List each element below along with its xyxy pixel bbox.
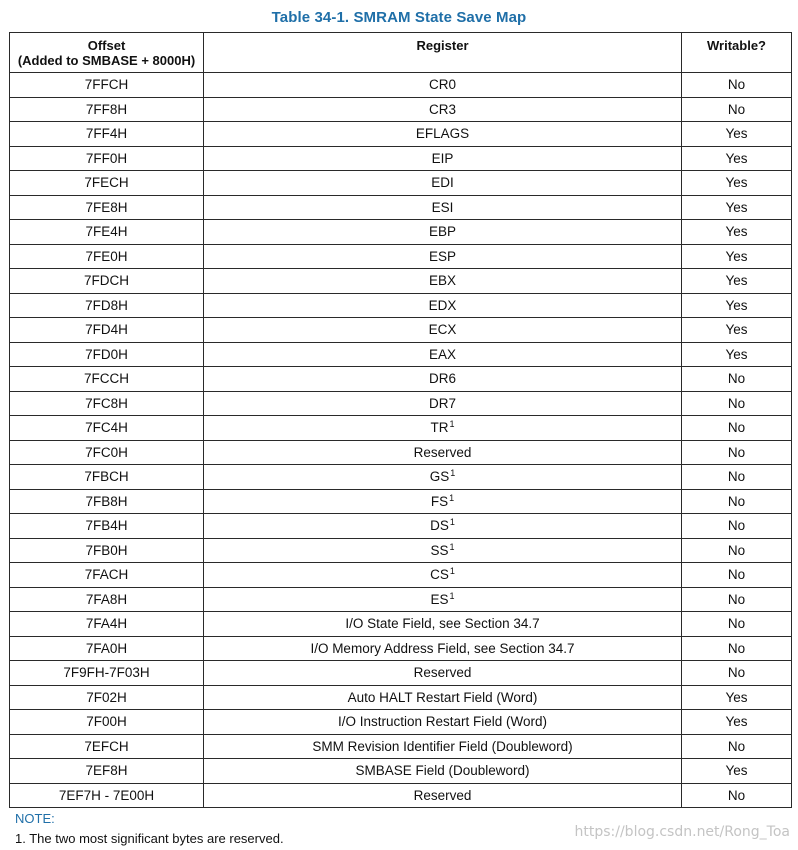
- writable-cell: No: [682, 587, 792, 612]
- register-name: DR7: [428, 395, 456, 411]
- offset-cell: 7FACH: [10, 563, 204, 588]
- writable-cell: Yes: [682, 146, 792, 171]
- offset-cell: 7FD8H: [10, 293, 204, 318]
- register-cell: [204, 783, 682, 808]
- register-cell: [204, 734, 682, 759]
- table-body: [10, 73, 792, 808]
- register-cell: [204, 489, 682, 514]
- offset-cell: 7FCCH: [10, 367, 204, 392]
- register-name: EFLAGS: [415, 126, 470, 142]
- register-name: I/O State Field, see Section 34.7: [345, 616, 540, 632]
- footnote-marker: 1: [450, 468, 456, 479]
- register-cell: [204, 318, 682, 343]
- register-name: Reserved: [413, 665, 472, 681]
- table-row: [10, 759, 792, 784]
- register-cell: [204, 171, 682, 196]
- offset-cell: 7FC0H: [10, 440, 204, 465]
- register-cell: [204, 612, 682, 637]
- writable-cell: No: [682, 783, 792, 808]
- register-name: EBX: [428, 273, 456, 289]
- offset-cell: 7FBCH: [10, 465, 204, 490]
- offset-cell: 7EF7H - 7E00H: [10, 783, 204, 808]
- register-cell: [204, 244, 682, 269]
- register-cell: [204, 587, 682, 612]
- table-row: [10, 734, 792, 759]
- offset-cell: 7FE8H: [10, 195, 204, 220]
- offset-cell: 7FA4H: [10, 612, 204, 637]
- register-cell: [204, 440, 682, 465]
- table-row: [10, 73, 792, 98]
- register-cell: [204, 146, 682, 171]
- table-row: [10, 97, 792, 122]
- smram-state-save-map-table: [9, 32, 792, 808]
- register-name: GS: [429, 469, 450, 485]
- register-name: EDI: [431, 175, 454, 191]
- register-name: SMM Revision Identifier Field (Doubleword): [312, 738, 573, 754]
- offset-cell: 7FB0H: [10, 538, 204, 563]
- note-label: NOTE:: [15, 811, 55, 826]
- register-name: DS: [430, 518, 449, 534]
- register-cell: [204, 122, 682, 147]
- offset-cell: 7FD0H: [10, 342, 204, 367]
- table-row: [10, 587, 792, 612]
- register-cell: [204, 391, 682, 416]
- writable-cell: No: [682, 563, 792, 588]
- offset-column-header: [10, 33, 204, 73]
- register-name: FS: [430, 493, 449, 509]
- writable-cell: Yes: [682, 759, 792, 784]
- register-cell: [204, 514, 682, 539]
- offset-cell: 7FE0H: [10, 244, 204, 269]
- table-row: [10, 489, 792, 514]
- table-row: [10, 710, 792, 735]
- offset-cell: 7FF8H: [10, 97, 204, 122]
- offset-cell: 7FDCH: [10, 269, 204, 294]
- register-cell: [204, 661, 682, 686]
- writable-cell: No: [682, 489, 792, 514]
- register-cell: [204, 563, 682, 588]
- table-row: [10, 122, 792, 147]
- register-name: Reserved: [413, 787, 472, 803]
- table-row: [10, 195, 792, 220]
- writable-cell: Yes: [682, 122, 792, 147]
- table-row: [10, 685, 792, 710]
- table-row: [10, 416, 792, 441]
- register-name: ECX: [428, 322, 457, 338]
- writable-cell: No: [682, 416, 792, 441]
- writable-cell: Yes: [682, 685, 792, 710]
- table-row: [10, 367, 792, 392]
- offset-cell: 7F02H: [10, 685, 204, 710]
- register-cell: [204, 195, 682, 220]
- writable-cell: No: [682, 612, 792, 637]
- table-row: [10, 171, 792, 196]
- table-row: [10, 636, 792, 661]
- register-cell: [204, 367, 682, 392]
- writable-cell: Yes: [682, 195, 792, 220]
- writable-cell: No: [682, 538, 792, 563]
- offset-cell: 7FECH: [10, 171, 204, 196]
- offset-cell: 7FFCH: [10, 73, 204, 98]
- offset-cell: 7FA0H: [10, 636, 204, 661]
- table-row: [10, 538, 792, 563]
- register-cell: [204, 73, 682, 98]
- offset-cell: 7FB4H: [10, 514, 204, 539]
- table-row: [10, 269, 792, 294]
- register-cell: [204, 710, 682, 735]
- register-name: I/O Memory Address Field, see Section 34.7: [310, 640, 575, 656]
- offset-header-label: Offset: [87, 37, 126, 53]
- register-name: TR: [430, 420, 449, 436]
- offset-cell: 7FC4H: [10, 416, 204, 441]
- writable-cell: Yes: [682, 293, 792, 318]
- register-cell: [204, 220, 682, 245]
- writable-cell: No: [682, 661, 792, 686]
- register-name: ES: [430, 591, 449, 607]
- watermark: https://blog.csdn.net/Rong_Toa: [574, 824, 790, 840]
- writable-cell: Yes: [682, 318, 792, 343]
- register-cell: [204, 293, 682, 318]
- table-row: [10, 244, 792, 269]
- register-name: ESI: [431, 199, 454, 215]
- table-row: [10, 563, 792, 588]
- register-name: CR3: [428, 101, 456, 117]
- footnote-marker: 1: [449, 590, 455, 601]
- writable-cell: No: [682, 73, 792, 98]
- offset-cell: 7FE4H: [10, 220, 204, 245]
- footnote-marker: 1: [449, 566, 455, 577]
- register-cell: [204, 685, 682, 710]
- table-row: [10, 293, 792, 318]
- offset-cell: 7EF8H: [10, 759, 204, 784]
- register-name: I/O Instruction Restart Field (Word): [337, 714, 548, 730]
- footnote-marker: 1: [449, 492, 455, 503]
- table-row: [10, 318, 792, 343]
- writable-cell: No: [682, 734, 792, 759]
- register-column-header: Register: [204, 33, 682, 73]
- writable-cell: Yes: [682, 342, 792, 367]
- offset-cell: 7EFCH: [10, 734, 204, 759]
- register-name: SMBASE Field (Doubleword): [355, 763, 530, 779]
- footnote-marker: 1: [449, 517, 455, 528]
- register-name: EAX: [428, 346, 456, 362]
- table-row: [10, 440, 792, 465]
- writable-cell: Yes: [682, 171, 792, 196]
- offset-cell: 7FA8H: [10, 587, 204, 612]
- offset-header-sublabel: (Added to SMBASE + 8000H): [17, 52, 196, 68]
- writable-cell: No: [682, 367, 792, 392]
- table-row: [10, 612, 792, 637]
- table-row: [10, 783, 792, 808]
- register-cell: [204, 538, 682, 563]
- register-name: CS: [430, 567, 449, 583]
- writable-cell: No: [682, 636, 792, 661]
- offset-cell: 7F00H: [10, 710, 204, 735]
- writable-cell: Yes: [682, 220, 792, 245]
- note-text: 1. The two most significant bytes are reserved.: [15, 831, 284, 846]
- writable-cell: No: [682, 391, 792, 416]
- writable-cell: No: [682, 465, 792, 490]
- register-cell: [204, 342, 682, 367]
- footnote-marker: 1: [449, 541, 455, 552]
- offset-cell: 7F9FH-7F03H: [10, 661, 204, 686]
- register-cell: [204, 416, 682, 441]
- table-row: [10, 220, 792, 245]
- register-name: DR6: [428, 371, 456, 387]
- writable-column-header: Writable?: [682, 33, 792, 73]
- register-cell: [204, 269, 682, 294]
- writable-cell: Yes: [682, 244, 792, 269]
- writable-cell: Yes: [682, 710, 792, 735]
- register-cell: [204, 759, 682, 784]
- writable-cell: No: [682, 440, 792, 465]
- register-name: CR0: [428, 77, 456, 93]
- register-name: EDX: [428, 297, 457, 313]
- table-row: [10, 514, 792, 539]
- table-title: Table 34-1. SMRAM State Save Map: [271, 9, 527, 26]
- offset-cell: 7FD4H: [10, 318, 204, 343]
- offset-cell: 7FF0H: [10, 146, 204, 171]
- register-name: EBP: [428, 224, 456, 240]
- writable-cell: No: [682, 97, 792, 122]
- table-row: [10, 661, 792, 686]
- register-cell: [204, 636, 682, 661]
- register-cell: [204, 97, 682, 122]
- offset-cell: 7FC8H: [10, 391, 204, 416]
- writable-cell: No: [682, 514, 792, 539]
- offset-cell: 7FB8H: [10, 489, 204, 514]
- register-name: ESP: [428, 248, 456, 264]
- table-row: [10, 391, 792, 416]
- table-header-row: [10, 33, 792, 73]
- table-row: [10, 342, 792, 367]
- writable-cell: Yes: [682, 269, 792, 294]
- footnote-marker: 1: [449, 419, 455, 430]
- register-name: Auto HALT Restart Field (Word): [347, 689, 538, 705]
- register-cell: [204, 465, 682, 490]
- table-row: [10, 146, 792, 171]
- register-name: Reserved: [413, 444, 472, 460]
- register-name: SS: [430, 542, 449, 558]
- offset-cell: 7FF4H: [10, 122, 204, 147]
- table-row: [10, 465, 792, 490]
- register-name: EIP: [431, 150, 454, 166]
